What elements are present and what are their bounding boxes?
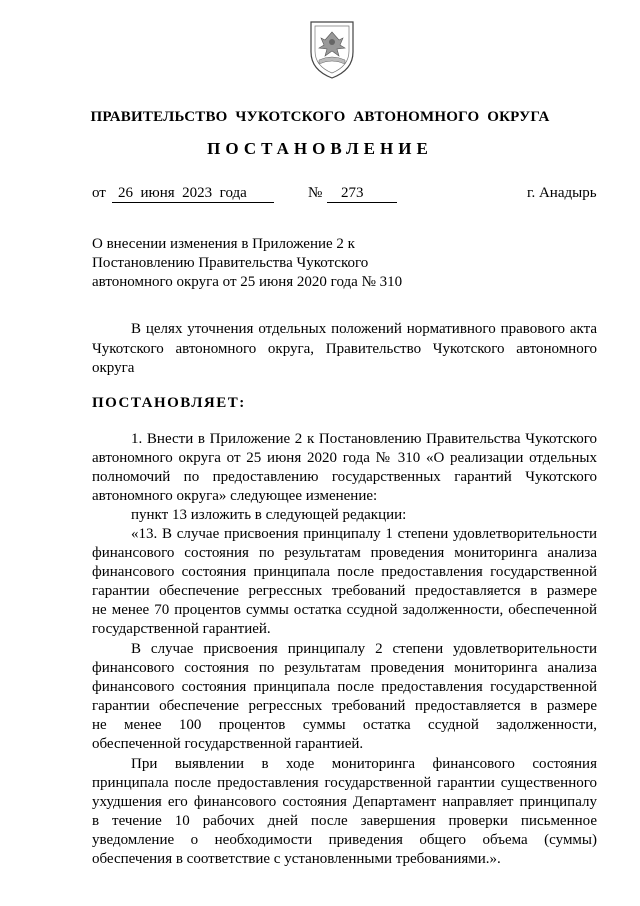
body-line: При выявлении в ходе мониторинга финансового состояния [131,756,597,772]
body-line: обеспеченной государственной гарантией. [92,736,364,752]
body-line: гарантии обеспечение регрессных требований предоставляется в размере [92,583,597,599]
date-underline [112,202,274,203]
subject-line: О внесении изменения в Приложение 2 к [92,236,355,252]
body-line: финансового состояния по результатам проведения мониторинга анализа [92,660,597,676]
subject-line: автономного округа от 25 июня 2020 года № 310 [92,274,403,290]
document-subject [92,235,410,292]
number-label: № [308,185,323,201]
body-line: финансового состояния принципала после предоставления государственной [92,564,597,580]
body-line: ухудшения его финансового состояния Департамент направляет принципалу [92,794,597,810]
document-date: 26 июня 2023 года [118,185,247,201]
number-underline [327,202,397,203]
body-line: полномочий по предоставлению государственных гарантий Чукотского [92,469,597,485]
preamble-line: округа [92,360,135,376]
body-line: обеспечения в соответствие с установленными требованиями.». [92,851,501,867]
body-line: финансового состояния принципала после предоставления государственной [92,679,597,695]
preamble-line: В целях уточнения отдельных положений нормативного правового акта [131,321,597,337]
body-line: не менее 100 процентов суммы остатка ссудной задолженности, [92,717,597,733]
body-line: уведомление о необходимости приведения общего объема (суммы) [92,832,597,848]
body-line: в течение 10 рабочих дней после завершения проверки письменное [92,813,597,829]
body-line: 1. Внести в Приложение 2 к Постановлению Правительства Чукотского [131,431,597,447]
preamble-line: Чукотского автономного округа, Правительство Чукотского автономного [92,341,597,357]
body-line: автономного округа от 25 июня 2020 года № 310 «О реализации отдельных [92,450,597,466]
document-type: ПОСТАНОВЛЕНИЕ [207,139,433,158]
body-line: пункт 13 изложить в следующей редакции: [131,507,407,523]
body-line: финансового состояния по результатам проведения мониторинга анализа [92,545,597,561]
from-label: от [92,185,106,201]
decree-heading: ПОСТАНОВЛЯЕТ: [92,395,246,411]
body-line: принципала после предоставления государственной гарантии существенного [92,775,597,791]
government-title: ПРАВИТЕЛЬСТВО ЧУКОТСКОГО АВТОНОМНОГО ОКРУГА [90,109,550,125]
body-line: гарантии обеспечение регрессных требований предоставляется в размере [92,698,597,714]
emblem-icon [305,18,359,80]
body-line: государственной гарантией. [92,621,271,637]
body-line: «13. В случае присвоения принципалу 1 степени удовлетворительности [131,526,597,542]
body-line: В случае присвоения принципалу 2 степени удовлетворительности [131,641,597,657]
body-line: автономного округа» следующее изменение: [92,488,378,504]
body-line: не менее 70 процентов суммы остатка ссудной задолженности, обеспеченной [92,602,597,618]
document-number: 273 [341,185,364,201]
subject-line: Постановлению Правительства Чукотского [92,255,369,271]
document-place: г. Анадырь [527,185,597,201]
